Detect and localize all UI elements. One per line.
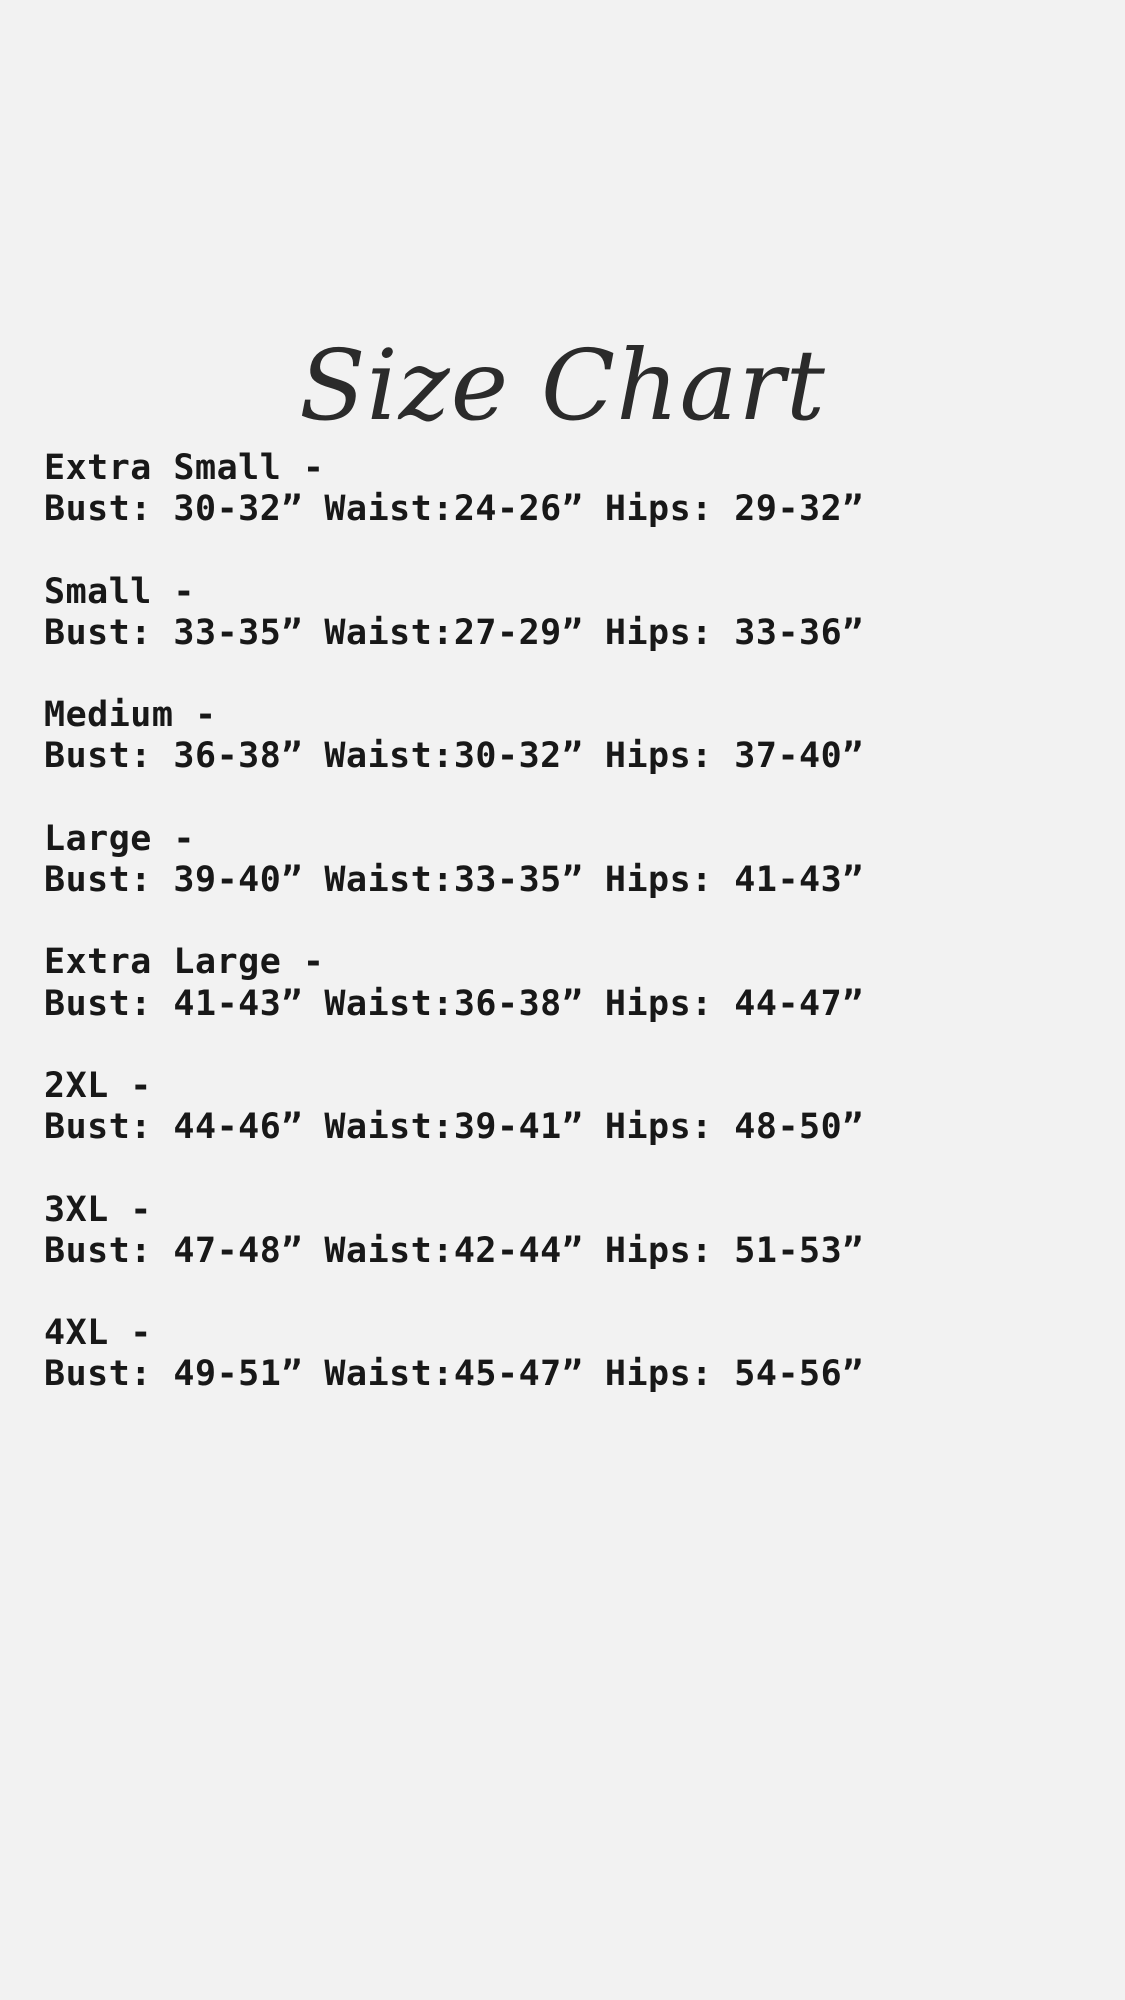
size-label: Extra Large - xyxy=(44,942,325,983)
size-measurements: Bust: 49-51” Waist:45-47” Hips: 54-56” xyxy=(44,1354,864,1395)
list-item xyxy=(44,1066,1091,1149)
list-item xyxy=(44,448,1091,531)
list-item xyxy=(44,819,1091,902)
size-list xyxy=(44,448,1091,1396)
list-item xyxy=(44,572,1091,655)
size-label: Large - xyxy=(44,818,196,859)
size-measurements: Bust: 36-38” Waist:30-32” Hips: 37-40” xyxy=(44,736,864,777)
size-measurements: Bust: 33-35” Waist:27-29” Hips: 33-36” xyxy=(44,612,864,653)
size-label: Extra Small - xyxy=(44,448,325,488)
size-measurements: Bust: 44-46” Waist:39-41” Hips: 48-50” xyxy=(44,1107,864,1148)
size-measurements: Bust: 39-40” Waist:33-35” Hips: 41-43” xyxy=(44,860,864,901)
size-label: 2XL - xyxy=(44,1065,152,1106)
size-measurements: Bust: 30-32” Waist:24-26” Hips: 29-32” xyxy=(44,489,864,530)
list-item xyxy=(44,1190,1091,1273)
size-label: Small - xyxy=(44,571,196,612)
size-label: 4XL - xyxy=(44,1313,152,1354)
page-title: Size Chart xyxy=(299,328,826,442)
size-label: Medium - xyxy=(44,695,217,736)
size-measurements: Bust: 41-43” Waist:36-38” Hips: 44-47” xyxy=(44,983,864,1024)
list-item xyxy=(44,1313,1091,1396)
list-item xyxy=(44,695,1091,778)
list-item xyxy=(44,942,1091,1025)
size-label: 3XL - xyxy=(44,1189,152,1230)
size-measurements: Bust: 47-48” Waist:42-44” Hips: 51-53” xyxy=(44,1230,864,1271)
